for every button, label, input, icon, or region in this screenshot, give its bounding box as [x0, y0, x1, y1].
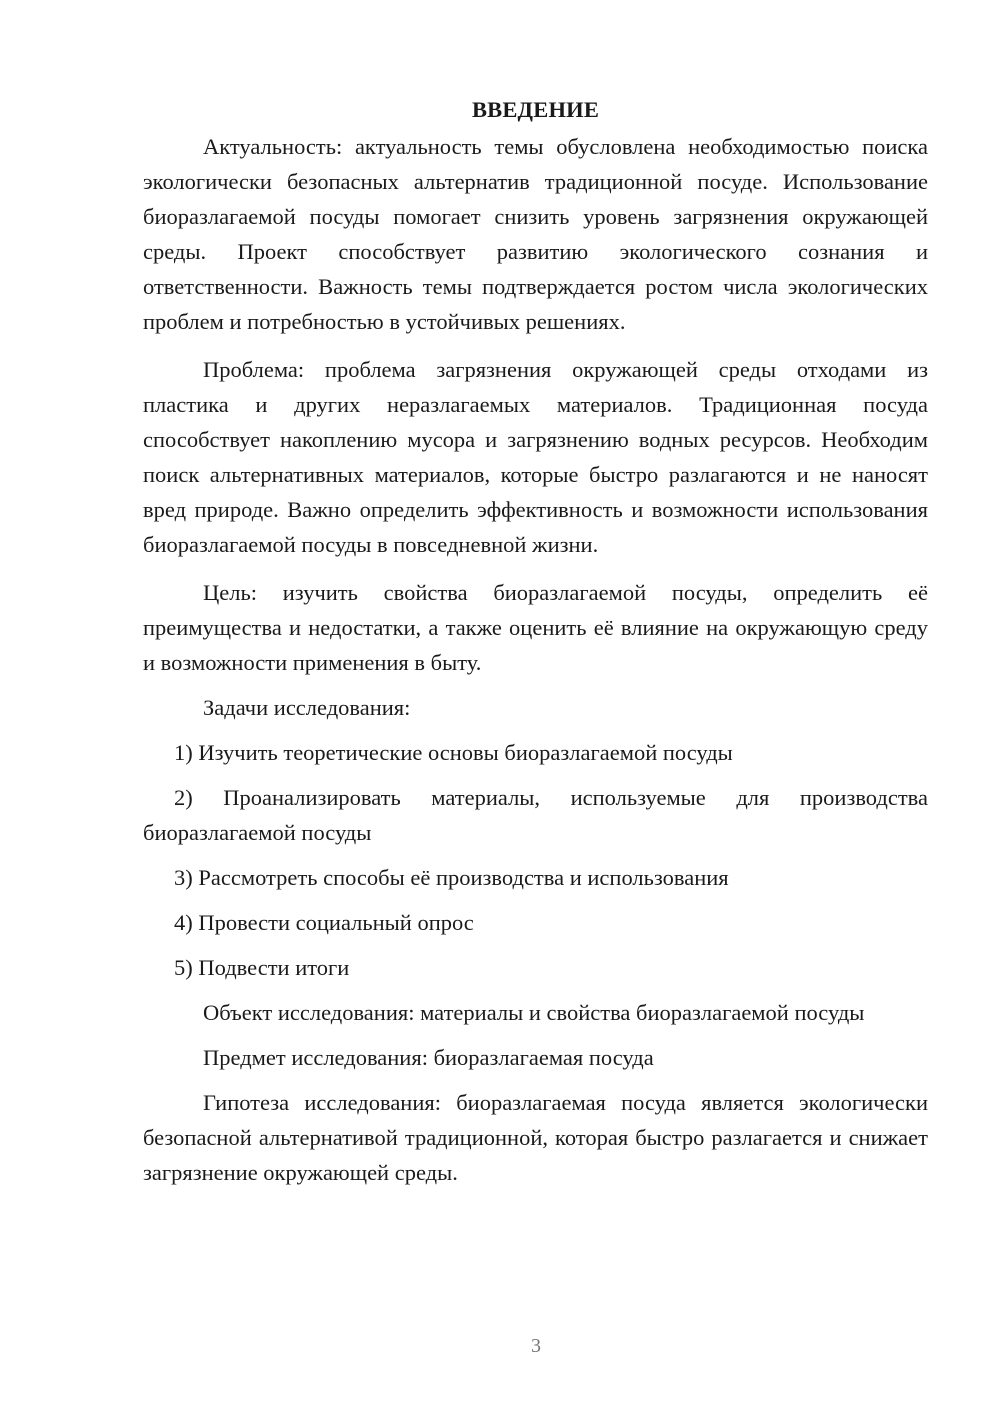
page-heading: ВВЕДЕНИЕ — [471, 97, 600, 122]
task-item: 1) Изучить теоретические основы биоразлагаемой посуды — [174, 740, 733, 765]
goal-paragraph: Цель: изучить свойства биоразлагаемой посуды, определить её преимущества и недостатки, а также оценить её влияние на окружающую среду и возможности применения в быту. — [143, 580, 928, 675]
actuality-paragraph: Актуальность: актуальность темы обусловлена необходимостью поиска экологически безопасных альтернатив традиционной посуде. Использование биоразлагаемой посуды помогает снизить уровень загрязнения окружающей среды. Проект способствует развитию экологического сознания и ответственности. Важность темы подтверждается ростом числа экологических проблем и потребностью в устойчивых решениях. — [143, 134, 928, 334]
subject-paragraph: Предмет исследования: биоразлагаемая посуда — [203, 1045, 654, 1070]
page-number: 3 — [531, 1335, 541, 1357]
task-item: 4) Провести социальный опрос — [174, 910, 474, 935]
task-item: 2) Проанализировать материалы, используемые для производства биоразлагаемой посуды — [143, 785, 928, 845]
tasks-title: Задачи исследования: — [203, 695, 411, 720]
task-item: 3) Рассмотреть способы её производства и использования — [174, 865, 729, 890]
task-item: 5) Подвести итоги — [174, 955, 350, 980]
object-paragraph: Объект исследования: материалы и свойства биоразлагаемой посуды — [203, 1000, 865, 1025]
hypothesis-paragraph: Гипотеза исследования: биоразлагаемая посуда является экологически безопасной альтернативой традиционной, которая быстро разлагается и снижает загрязнение окружающей среды. — [143, 1090, 928, 1185]
problem-paragraph: Проблема: проблема загрязнения окружающей среды отходами из пластика и других неразлагаемых материалов. Традиционная посуда способствует накоплению мусора и загрязнению водных ресурсов. Необходим поиск альтернативных материалов, которые быстро разлагаются и не наносят вред природе. Важно определить эффективность и возможности использования биоразлагаемой посуды в повседневной жизни. — [143, 357, 928, 557]
page-content — [143, 92, 928, 1190]
